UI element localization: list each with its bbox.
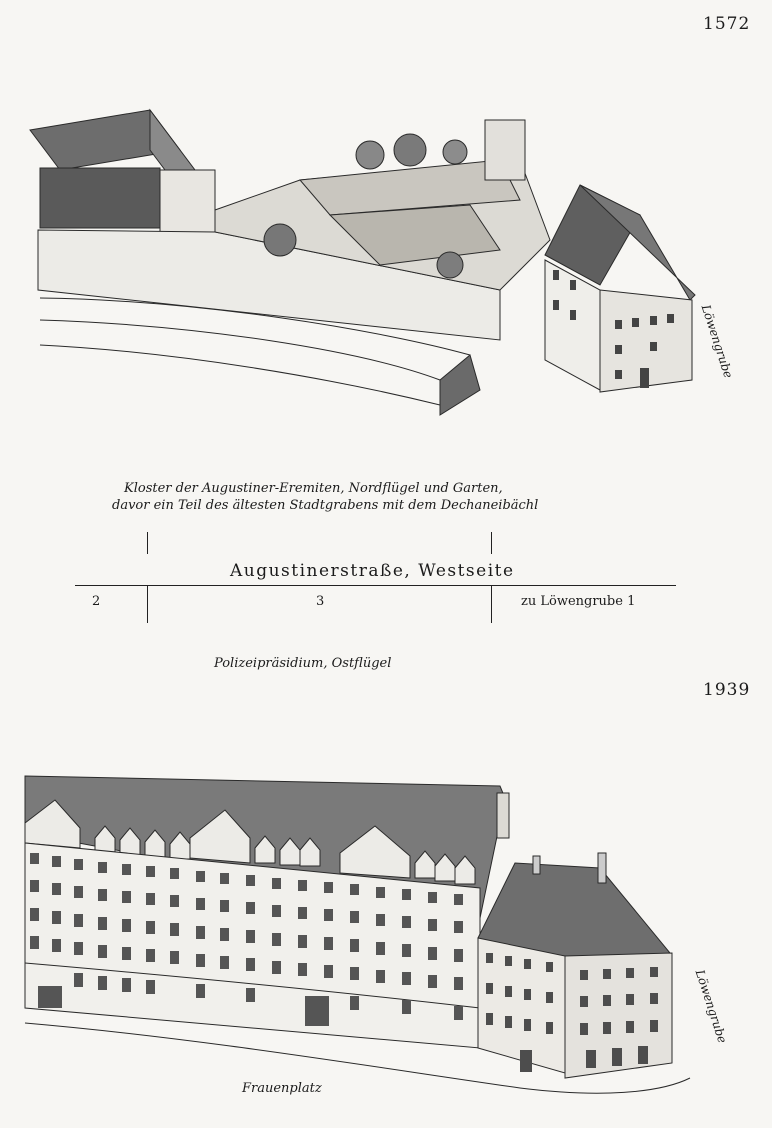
- street-label-frauenplatz: Frauenplatz: [242, 1081, 322, 1096]
- house-number-left: 2: [92, 594, 101, 609]
- side-label-top: Löwengrube: [698, 303, 736, 380]
- house-number-center: 3: [316, 594, 325, 609]
- caption-bottom: Polizeipräsidium, Ostflügel: [214, 656, 392, 671]
- side-label-bottom: Löwengrube: [692, 968, 730, 1045]
- street-title: Augustinerstraße, Westseite: [230, 561, 515, 581]
- year-top: 1572: [703, 14, 751, 34]
- police-headquarters-drawing: [0, 738, 772, 1128]
- street-line: [75, 585, 676, 586]
- divider-tick-left-upper: [147, 532, 148, 554]
- divider-tick-right-lower: [491, 585, 492, 623]
- monastery-drawing: [0, 0, 772, 440]
- divider-tick-right-upper: [491, 532, 492, 554]
- house-number-right: zu Löwengrube 1: [521, 594, 636, 609]
- year-bottom: 1939: [703, 680, 751, 700]
- divider-tick-left-lower: [147, 585, 148, 623]
- caption-top-line2: davor ein Teil des ältesten Stadtgrabens mit dem Dechaneibächl: [112, 498, 539, 513]
- caption-top-line1: Kloster der Augustiner-Eremiten, Nordflügel und Garten,: [124, 481, 503, 496]
